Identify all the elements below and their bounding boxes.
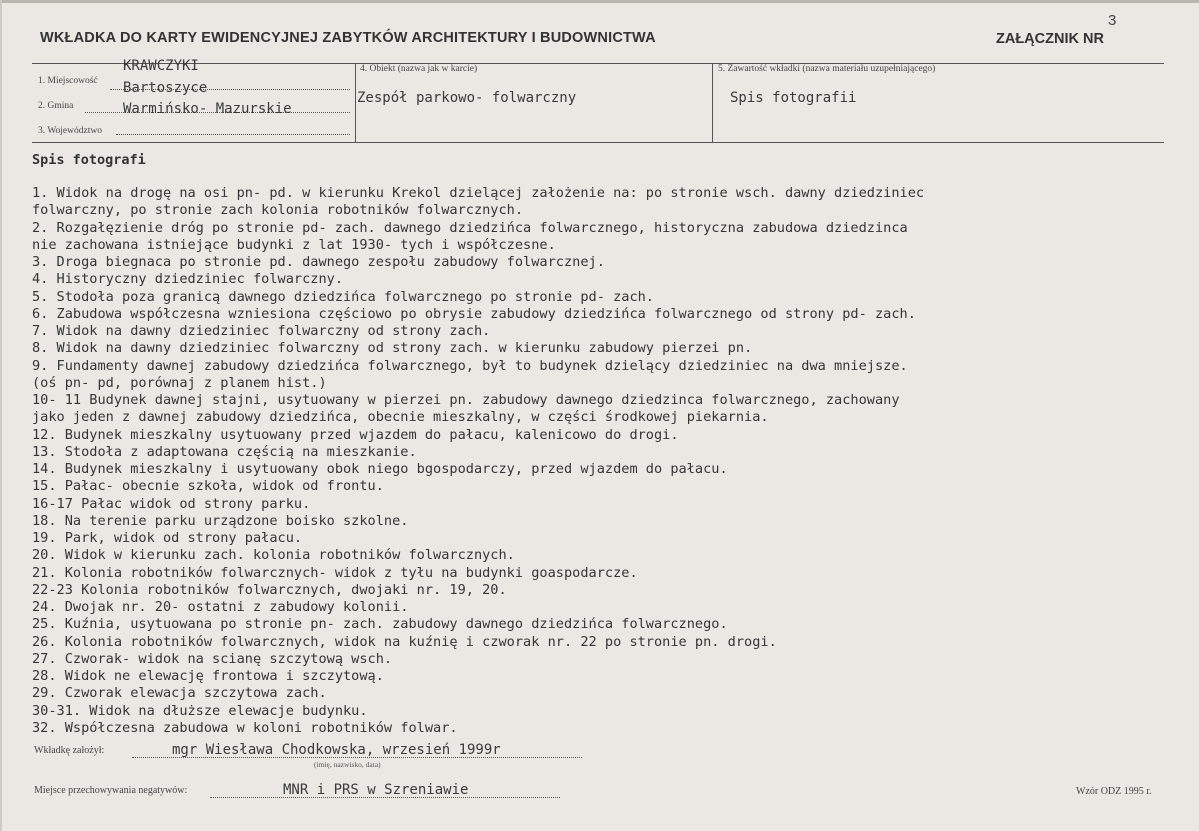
list-line: 21. Kolonia robotników folwarcznych- widok z tyłu na budynki goaspodarcze. [32, 564, 638, 581]
list-line: 9. Fundamenty dawnej zabudowy dziedzińca folwarcznego, był to budynek dzielący dziedziniec na dwa mniejsze. [32, 357, 908, 374]
list-line: (oś pn- pd, porównaj z planem hist.) [32, 374, 327, 391]
voivodeship-value: Warmińsko- Mazurskie [123, 101, 292, 117]
scan-edge-top [0, 0, 1199, 3]
list-line: 1. Widok na drogę na osi pn- pd. w kierunku Krekol dzielącej założenie na: po stronie wsch. dawny dziedziniec [32, 185, 925, 201]
prepared-by-label: Wkładkę założył: [34, 745, 105, 756]
photo-list [32, 185, 1192, 737]
negatives-storage-value: MNR i PRS w Szreniawie [283, 782, 469, 798]
list-line: 27. Czworak- widok na scianę szczytową wsch. [32, 650, 393, 667]
list-line: 18. Na terenie parku urządzone boisko szkolne. [32, 512, 409, 529]
object-value: Zespół parkowo- folwarczny [357, 90, 577, 106]
list-line: 10- 11 Budynek dawnej stajni, usytuowany w pierzei pn. zabudowy dawnego dziedzinca folwarcznego, zachowany [32, 392, 900, 408]
locality-label: 1. Miejscowość [38, 76, 98, 86]
list-line: 26. Kolonia robotników folwarcznych, widok na kuźnię i czworak nr. 22 po stronie pn. drogi. [32, 633, 777, 650]
form-box-top-border [32, 63, 1164, 64]
form-box-divider-1 [355, 63, 356, 143]
list-line: 25. Kuźnia, usytuowana po stronie pn- zach. zabudowy dawnego dziedzińca folwarcznego. [32, 616, 728, 633]
voivodeship-label: 3. Województwo [38, 126, 102, 136]
list-line: 8. Widok na dawny dziedziniec folwarczny od strony zach. w kierunku zabudowy pierzei pn. [32, 340, 753, 357]
list-line: folwarczny, po stronie zach kolonia robotników folwarcznych. [32, 202, 524, 219]
prepared-by-value: mgr Wiesława Chodkowska, wrzesień 1999r [172, 742, 501, 758]
list-line: nie zachowana istniejące budynki z lat 1930- tych i współczesne. [32, 236, 556, 253]
contents-value: Spis fotografii [730, 90, 857, 106]
negatives-storage-label: Miejsce przechowywania negatywów: [34, 785, 188, 796]
list-line: 6. Zabudowa współczesna wzniesiona częściowo po obrysie zabudowy dziedzińca folwarcznego od strony pd- zach. [32, 305, 916, 322]
list-line: 22-23 Kolonia robotników folwarcznych, dwojaki nr. 19, 20. [32, 581, 507, 598]
list-line: 19. Park, widok od strony pałacu. [32, 530, 303, 546]
section-heading: Spis fotografi [32, 152, 146, 168]
list-line: 24. Dwojak nr. 20- ostatni z zabudowy kolonii. [32, 599, 409, 615]
list-line: 3. Droga biegnaca po stronie pd. dawnego zespołu zabudowy folwarcznej. [32, 254, 605, 270]
form-title: WKŁADKA DO KARTY EWIDENCYJNEJ ZABYTKÓW ARCHITEKTURY I BUDOWNICTWA [40, 30, 656, 46]
prepared-by-hint: (imię, nazwisko, data) [314, 760, 381, 769]
list-line: jako jeden z dawnej zabudowy dziedzińca, obecnie mieszkalny, w części środkowej piekarnia. [32, 409, 769, 426]
scan-edge-left [0, 0, 2, 831]
object-label: 4. Obiekt (nazwa jak w karcie) [360, 64, 478, 74]
contents-label: 5. Zawartość wkładki (nazwa materiału uzupełniającego) [718, 64, 936, 74]
list-line: 29. Czworak elewacja szczytowa zach. [32, 685, 327, 702]
voivodeship-dotted-line [116, 134, 350, 135]
form-box-bottom-border [32, 142, 1164, 143]
list-line: 15. Pałac- obecnie szkoła, widok od frontu. [32, 478, 384, 495]
commune-label: 2. Gmina [38, 101, 74, 111]
form-box-divider-2 [712, 63, 713, 143]
list-line: 7. Widok na dawny dziedziniec folwarczny od strony zach. [32, 323, 491, 339]
list-line: 2. Rozgałęzienie dróg po stronie pd- zach. dawnego dziedzińca folwarcznego, historyczna zabudowa dziedzinca [32, 219, 908, 236]
list-line: 12. Budynek mieszkalny usytuowany przed wjazdem do pałacu, kalenicowo do drogi. [32, 426, 679, 443]
commune-value: Bartoszyce [123, 80, 208, 96]
annex-label: ZAŁĄCZNIK NR [996, 31, 1104, 47]
annex-number: 3 [1108, 12, 1117, 29]
list-line: 16-17 Pałac widok od strony parku. [32, 495, 311, 512]
list-line: 30-31. Widok na dłuższe elewacje budynku. [32, 702, 368, 719]
list-line: 4. Historyczny dziedziniec folwarczny. [32, 271, 343, 288]
list-line: 28. Widok ne elewację frontowa i szczytową. [32, 668, 384, 684]
list-line: 13. Stodoła z adaptowana częścią na mieszkanie. [32, 443, 417, 460]
list-line: 5. Stodoła poza granicą dawnego dziedzińca folwarcznego po stronie pd- zach. [32, 288, 654, 305]
list-line: 32. Współczesna zabudowa w koloni robotników folwar. [32, 719, 458, 736]
list-line: 20. Widok w kierunku zach. kolonia robotników folwarcznych. [32, 547, 515, 564]
locality-value: KRAWCZYKI [123, 58, 199, 74]
list-line: 14. Budynek mieszkalny i usytuowany obok niego bgospodarczy, przed wjazdem do pałacu. [32, 461, 728, 477]
template-version-label: Wzór ODZ 1995 r. [1076, 786, 1152, 797]
